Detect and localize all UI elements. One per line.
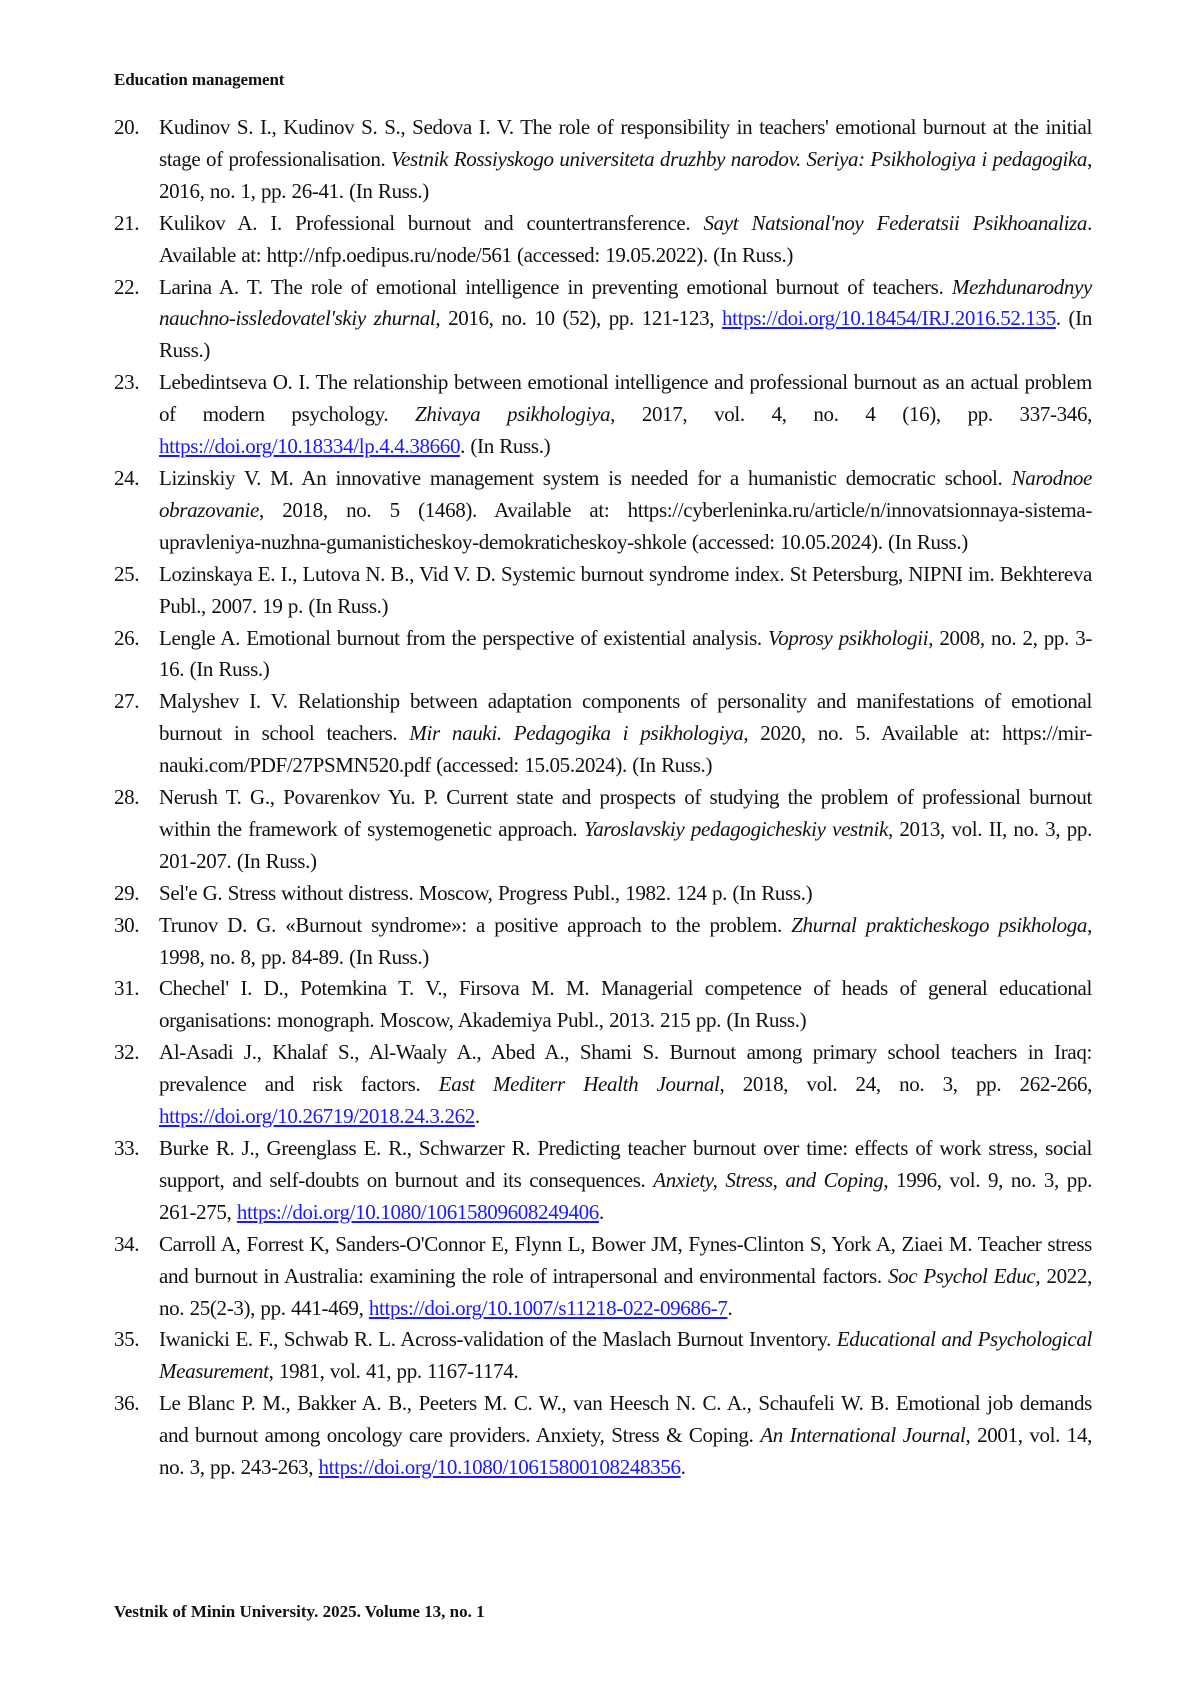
reference-number: 31.: [114, 976, 140, 1001]
reference-number: 25.: [114, 561, 140, 586]
reference-list: [114, 112, 1092, 1484]
reference-text: Malyshev I. V. Relationship between adaptation components of personality and manifestations of emotional burnout in school teachers.: [159, 689, 1092, 746]
reference-item: [114, 910, 1092, 974]
journal-title: Yaroslavskiy pedagogicheskiy vestnik: [583, 816, 888, 841]
journal-title: Narodnoe obrazovanie: [159, 465, 1092, 522]
reference-text: Kudinov S. I., Kudinov S. S., Sedova I. V. The role of responsibility in teachers' emotional burnout at the initial stage of professionalisation.: [159, 115, 1092, 171]
reference-text: , 2018, no. 5 (1468). Available at: https://cyberleninka.ru/article/n/innovatsionnaya-sistema-upravleniya-nuzhna-gumanisticheskoy-demokraticheskoy-shkole (accessed: 10.05.2024). (In Russ.): [159, 497, 1092, 554]
reference-item: [114, 463, 1092, 559]
reference-number: 36.: [114, 1391, 140, 1416]
doi-link[interactable]: https://doi.org/10.18334/lp.4.4.38660: [159, 434, 461, 459]
reference-item: [114, 367, 1092, 463]
reference-text: Burke R. J., Greenglass E. R., Schwarzer R. Predicting teacher burnout over time: effects of work stress, social support, and self-doubts on burnout and its consequences.: [159, 1136, 1092, 1192]
reference-text: , 2022, no. 25(2-3), pp. 441-469,: [159, 1263, 1092, 1320]
reference-text: Carroll A, Forrest K, Sanders-O'Connor E, Flynn L, Bower JM, Fynes-Clinton S, York A, Ziaei M. Teacher stress and burnout in Australia: examining the role of intrapersonal and environmental factors.: [159, 1231, 1092, 1288]
journal-title: Mezhdunarodnyy nauchno-issledovatel'skiy zhurnal: [159, 274, 1092, 331]
doi-link[interactable]: https://doi.org/10.18454/IRJ.2016.52.135: [721, 306, 1056, 331]
reference-text: .: [474, 1104, 480, 1129]
reference-number: 27.: [114, 689, 140, 714]
reference-number: 28.: [114, 785, 140, 810]
reference-number: 32.: [114, 1040, 140, 1065]
reference-text: Lozinskaya E. I., Lutova N. B., Vid V. D. Systemic burnout syndrome index. St Petersburg, NIPNI im. Bekhtereva Publ., 2007. 19 p. (In Russ.): [159, 561, 1092, 618]
reference-item: [114, 1324, 1092, 1388]
running-head: Education management: [114, 70, 285, 89]
page-footer: Vestnik of Minin University. 2025. Volume 13, no. 1: [114, 1602, 485, 1621]
reference-text: Kulikov A. I. Professional burnout and countertransference.: [159, 210, 704, 235]
reference-text: Lebedintseva O. I. The relationship between emotional intelligence and professional burnout as an actual problem of modern psychology.: [159, 370, 1092, 427]
journal-title: Voprosy psikhologii: [768, 625, 929, 650]
journal-title: Zhivaya psikhologiya: [415, 402, 611, 427]
reference-text: , 2008, no. 2, pp. 3-16. (In Russ.): [159, 625, 1092, 682]
reference-text: Lengle A. Emotional burnout from the perspective of existential analysis.: [159, 625, 769, 650]
reference-number: 23.: [114, 370, 140, 395]
journal-title: Soc Psychol Educ: [887, 1263, 1036, 1288]
reference-text: , 1981, vol. 41, pp. 1167-1174.: [268, 1359, 519, 1384]
doi-link[interactable]: https://doi.org/10.1080/10615800108248356: [318, 1455, 681, 1480]
reference-text: , 1996, vol. 9, no. 3, pp. 261-275,: [159, 1167, 1092, 1224]
reference-text: Chechel' I. D., Potemkina T. V., Firsova M. M. Managerial competence of heads of general educational organisations: monograph. Moscow, Akademiya Publ., 2013. 215 pp. (In Russ.): [159, 976, 1092, 1033]
reference-number: 26.: [114, 625, 140, 650]
reference-text: , 1998, no. 8, pp. 84-89. (In Russ.): [159, 912, 1092, 969]
reference-item: [114, 782, 1092, 878]
reference-number: 34.: [114, 1231, 140, 1256]
reference-text: . (In Russ.): [159, 306, 1092, 363]
journal-title: Sayt Natsional'noy Federatsii Psikhoanaliza: [703, 210, 1088, 235]
reference-text: Trunov D. G. «Burnout syndrome»: a positive approach to the problem.: [159, 912, 792, 937]
reference-text: . (In Russ.): [460, 434, 551, 459]
reference-item: [114, 272, 1092, 368]
reference-text: , 2016, no. 1, pp. 26-41. (In Russ.): [159, 146, 1092, 203]
reference-text: , 2001, vol. 14, no. 3, pp. 243-263,: [159, 1423, 1092, 1480]
reference-text: Le Blanc P. M., Bakker A. B., Peeters M. C. W., van Heesch N. C. A., Schaufeli W. B. Emotional job demands and burnout among oncology care providers. Anxiety, Stress & Coping.: [159, 1391, 1092, 1448]
reference-text: Iwanicki E. F., Schwab R. L. Across-validation of the Maslach Burnout Inventory.: [159, 1327, 837, 1352]
journal-title: An International Journal: [760, 1423, 966, 1448]
reference-text: Nerush T. G., Povarenkov Yu. P. Current state and prospects of studying the problem of professional burnout within the framework of systemogenetic approach.: [159, 785, 1092, 841]
reference-text: , 2013, vol. II, no. 3, pp. 201-207. (In Russ.): [159, 816, 1092, 873]
reference-item: [114, 973, 1092, 1037]
reference-item: [114, 878, 1092, 910]
reference-text: , 2017, vol. 4, no. 4 (16), pp. 337-346,: [610, 402, 1092, 427]
reference-number: 33.: [114, 1136, 140, 1160]
reference-text: .: [598, 1199, 604, 1224]
reference-item: [114, 208, 1092, 272]
reference-item: [114, 1133, 1092, 1229]
journal-title: Zhurnal prakticheskogo psikhologa: [791, 912, 1088, 937]
reference-text: .: [680, 1455, 686, 1480]
reference-item: [114, 559, 1092, 623]
reference-text: , 2018, vol. 24, no. 3, pp. 262-266,: [719, 1072, 1092, 1097]
reference-number: 21.: [114, 210, 140, 235]
reference-item: [114, 686, 1092, 782]
reference-item: [114, 1037, 1092, 1133]
journal-title: Vestnik Rossiyskogo universiteta druzhby narodov. Seriya: Psikhologiya i pedagogika: [391, 146, 1088, 171]
reference-text: Sel'e G. Stress without distress. Moscow, Progress Publ., 1982. 124 p. (In Russ.): [159, 880, 813, 905]
reference-text: , 2016, no. 10 (52), pp. 121-123,: [435, 306, 722, 331]
reference-number: 30.: [114, 912, 140, 937]
reference-item: [114, 1388, 1092, 1484]
journal-title: Educational and Psychological Measurement: [159, 1327, 1092, 1384]
journal-title: Anxiety, Stress, and Coping: [653, 1167, 884, 1192]
reference-text: , 2020, no. 5. Available at: https://mir-nauki.com/PDF/27PSMN520.pdf (accessed: 15.05.2024). (In Russ.): [159, 721, 1092, 778]
doi-link[interactable]: https://doi.org/10.1080/10615809608249406: [236, 1199, 599, 1224]
reference-number: 20.: [114, 115, 140, 139]
journal-title: Mir nauki. Pedagogika i psikhologiya: [409, 721, 744, 746]
doi-link[interactable]: https://doi.org/10.26719/2018.24.3.262: [159, 1104, 475, 1129]
doi-link[interactable]: https://doi.org/10.1007/s11218-022-09686-7: [368, 1295, 728, 1320]
journal-title: East Mediterr Health Journal: [438, 1072, 720, 1097]
reference-item: [114, 1229, 1092, 1325]
reference-text: . Available at: http://nfp.oedipus.ru/node/561 (accessed: 19.05.2022). (In Russ.): [159, 210, 1092, 267]
reference-text: Lizinskiy V. M. An innovative management system is needed for a humanistic democratic school.: [159, 465, 1012, 490]
reference-item: [114, 623, 1092, 687]
reference-text: Al-Asadi J., Khalaf S., Al-Waaly A., Abed A., Shami S. Burnout among primary school teachers in Iraq: prevalence and risk factors.: [159, 1040, 1092, 1097]
reference-number: 22.: [114, 274, 140, 299]
reference-number: 35.: [114, 1327, 140, 1352]
reference-item: [114, 112, 1092, 208]
reference-text: Larina A. T. The role of emotional intelligence in preventing emotional burnout of teachers.: [159, 274, 952, 299]
reference-text: .: [727, 1295, 733, 1320]
reference-number: 24.: [114, 465, 140, 490]
reference-number: 29.: [114, 880, 140, 905]
